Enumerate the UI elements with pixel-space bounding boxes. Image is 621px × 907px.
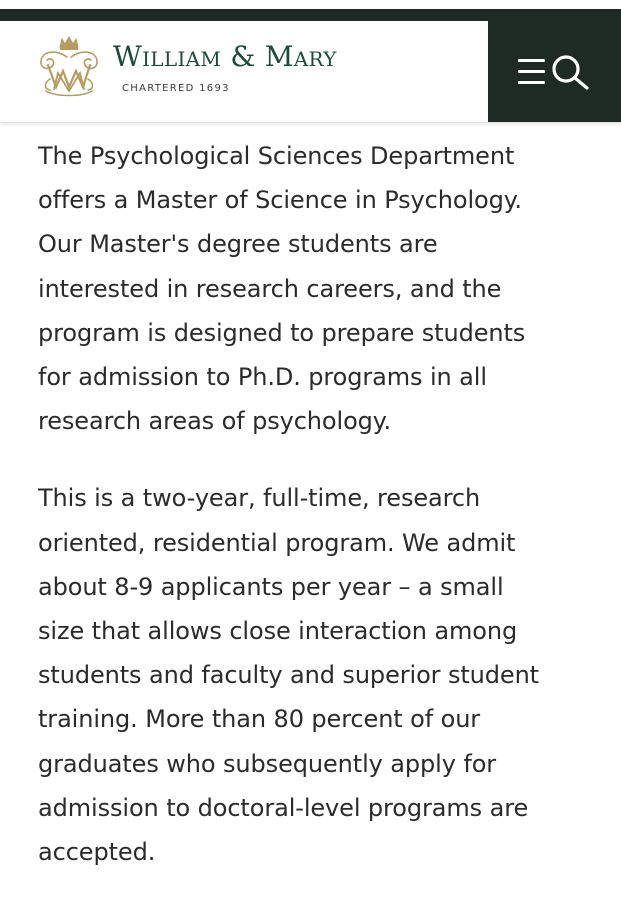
search-icon (554, 57, 587, 88)
main-content (38, 134, 598, 907)
paragraph-line: for admission to Ph.D. programs in all (38, 363, 487, 392)
menu-search-button[interactable] (488, 21, 621, 122)
paragraph-line: program is designed to prepare students (38, 318, 526, 347)
paragraph-line: offers a Master of Science in Psychology. (38, 186, 522, 215)
menu-search-icons (516, 54, 596, 90)
paragraph-line: accepted. (38, 838, 156, 867)
paragraph-line: interested in research careers, and the (38, 274, 502, 303)
site-header (0, 21, 621, 123)
paragraph-line: size that allows close interaction among (38, 617, 518, 646)
home-logo-link[interactable] (36, 33, 456, 103)
paragraph-line: Our Master's degree students are (38, 230, 438, 259)
wm-cypher-icon (36, 35, 102, 99)
paragraph-line: research areas of psychology. (38, 407, 391, 436)
chartered-tagline: CHARTERED 1693 (122, 83, 230, 94)
paragraph-line: The Psychological Sciences Department (38, 142, 515, 170)
paragraph-line: This is a two-year, full-time, research (38, 484, 481, 513)
paragraph-line: training. More than 80 percent of our (38, 705, 481, 734)
paragraph-line: oriented, residential program. We admit (38, 528, 516, 557)
paragraph-line: admission to doctoral-level programs are (38, 793, 529, 822)
paragraph-line: graduates who subsequently apply for (38, 749, 497, 778)
program-details-paragraph (38, 476, 598, 874)
intro-paragraph (38, 134, 598, 443)
wordmark: William & Mary (113, 40, 337, 73)
top-strip (0, 0, 621, 9)
paragraph-line: students and faculty and superior student (38, 661, 539, 690)
menu-icon (518, 59, 545, 84)
top-bar (0, 9, 621, 21)
paragraph-line: about 8-9 applicants per year – a small (38, 572, 504, 601)
